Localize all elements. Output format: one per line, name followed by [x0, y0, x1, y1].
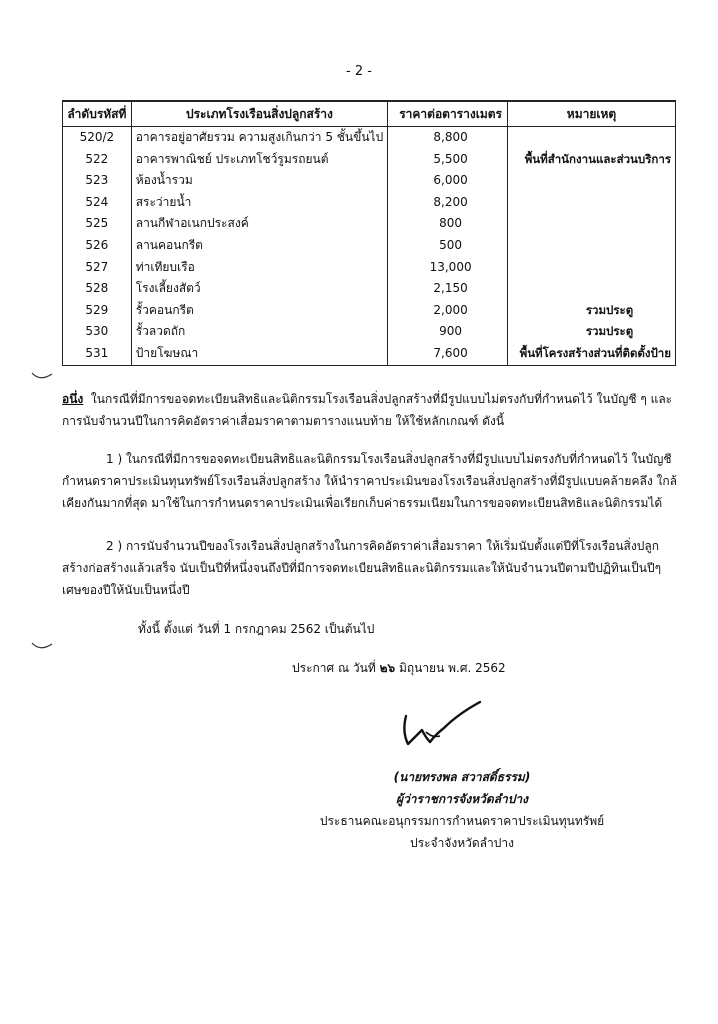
signer-name: (นายทรงพล สวาสดิ์ธรรม): [393, 770, 531, 784]
row-type: รั้วคอนกรีต: [131, 300, 387, 322]
row-price: 500: [388, 235, 508, 257]
row-code: 530: [63, 321, 132, 343]
table-row: [63, 278, 676, 300]
row-note: [508, 235, 676, 257]
row-note: รวมประตู: [508, 321, 676, 343]
row-note: พื้นที่สำนักงานและส่วนบริการ: [508, 149, 676, 171]
signer-role-1: ประธานคณะอนุกรรมการกำหนดราคาประเมินทุนทรัพย์: [319, 814, 605, 828]
row-code: 528: [63, 278, 132, 300]
table-row: [63, 149, 676, 171]
header-code: ลำดับรหัสที่: [63, 101, 132, 127]
table-header-row: [63, 101, 676, 127]
row-type: รั้วลวดถัก: [131, 321, 387, 343]
note-paragraph: [62, 388, 682, 432]
row-code: 526: [63, 235, 132, 257]
row-price: 7,600: [388, 343, 508, 365]
row-code: 520/2: [63, 127, 132, 149]
header-price: ราคาต่อตารางเมตร: [388, 101, 508, 127]
row-type: สระว่ายน้ำ: [131, 192, 387, 214]
signer-role-2: ประจำจังหวัดลำปาง: [410, 836, 514, 850]
announce-day: ๒๖: [379, 661, 396, 675]
rule-1-paragraph: 1 ) ในกรณีที่มีการขอจดทะเบียนสิทธิและนิติกรรมโรงเรือนสิ่งปลูกสร้างที่มีรูปแบบไม่ตรงกับที่กำหนดไว้ ในบัญชีกำหนดราคาประเมินทุนทรัพย์โรงเรือนสิ่งปลูกสร้าง ให้นำราคาประเมินของโรงเรือนสิ่งปลูกสร้างที่มีรูปแบบคล้ายคลึง ใกล้เคียงกันมากที่สุด มาใช้ในการกำหนดราคาประเมินเพื่อเรียกเก็บค่าธรรมเนียมในการขอจดทะเบียนสิทธิและนิติกรรมได้: [62, 452, 677, 510]
row-code: 524: [63, 192, 132, 214]
row-type: โรงเลี้ยงสัตว์: [131, 278, 387, 300]
row-note: พื้นที่โครงสร้างส่วนที่ติดตั้งป้าย: [508, 343, 676, 365]
row-code: 531: [63, 343, 132, 365]
row-price: 900: [388, 321, 508, 343]
announce-suffix: มิถุนายน พ.ศ. 2562: [398, 661, 506, 675]
row-code: 527: [63, 257, 132, 279]
scan-mark: [30, 370, 54, 384]
row-type: ห้องน้ำรวม: [131, 170, 387, 192]
row-code: 523: [63, 170, 132, 192]
row-note: [508, 278, 676, 300]
table-row: [63, 235, 676, 257]
signature-image: [388, 692, 498, 756]
signer-title: ผู้ว่าราชการจังหวัดลำปาง: [396, 792, 528, 806]
note-lead: อนึ่ง: [62, 392, 84, 406]
row-type: อาคารอยู่อาศัยรวม ความสูงเกินกว่า 5 ชั้นขึ้นไป: [131, 127, 387, 149]
row-type: อาคารพาณิชย์ ประเภทโชว์รูมรถยนต์: [131, 149, 387, 171]
row-note: [508, 170, 676, 192]
row-price: 2,150: [388, 278, 508, 300]
table-row: [63, 170, 676, 192]
row-price: 6,000: [388, 170, 508, 192]
row-type: ลานกีฬาอเนกประสงค์: [131, 213, 387, 235]
note-text: ในกรณีที่มีการขอจดทะเบียนสิทธิและนิติกรรมโรงเรือนสิ่งปลูกสร้างที่มีรูปแบบไม่ตรงกับที่กำหนดไว้ ในบัญชี ๆ และการนับจำนวนปีในการคิดอัตราค่าเสื่อมราคาตามตารางแนบท้าย ให้ใช้หลักเกณฑ์ ดังนี้: [62, 392, 673, 428]
announce-date: [292, 659, 506, 678]
row-price: 8,800: [388, 127, 508, 149]
table-row: [63, 321, 676, 343]
row-code: 522: [63, 149, 132, 171]
row-price: 13,000: [388, 257, 508, 279]
price-table: [62, 100, 676, 366]
signature-block: [252, 766, 672, 854]
row-price: 5,500: [388, 149, 508, 171]
row-note: [508, 213, 676, 235]
table-row: [63, 300, 676, 322]
row-code: 529: [63, 300, 132, 322]
row-note: [508, 127, 676, 149]
row-price: 800: [388, 213, 508, 235]
table-row: [63, 127, 676, 149]
row-type: ป้ายโฆษณา: [131, 343, 387, 365]
table-row: [63, 343, 676, 365]
row-note: รวมประตู: [508, 300, 676, 322]
row-code: 525: [63, 213, 132, 235]
header-note: หมายเหตุ: [508, 101, 676, 127]
row-type: ลานคอนกรีต: [131, 235, 387, 257]
row-note: [508, 192, 676, 214]
row-note: [508, 257, 676, 279]
row-price: 2,000: [388, 300, 508, 322]
announce-prefix: ประกาศ ณ วันที่: [292, 661, 376, 675]
table-row: [63, 213, 676, 235]
page-number: - 2 -: [346, 64, 372, 79]
scan-mark: [30, 640, 54, 654]
header-type: ประเภทโรงเรือนสิ่งปลูกสร้าง: [131, 101, 387, 127]
row-type: ท่าเทียบเรือ: [131, 257, 387, 279]
table-row: [63, 257, 676, 279]
rule-2-paragraph: 2 ) การนับจำนวนปีของโรงเรือนสิ่งปลูกสร้างในการคิดอัตราค่าเสื่อมราคา ให้เริ่มนับตั้งแต่ปีที่โรงเรือนสิ่งปลูกสร้างก่อสร้างแล้วเสร็จ นับเป็นปีที่หนึ่งจนถึงปีที่มีการจดทะเบียนสิทธิและนิติกรรมและให้นับจำนวนปีตามปีปฏิทินเป็นปีๆ เศษของปีให้นับเป็นหนึ่งปี: [62, 539, 662, 597]
table-row: [63, 192, 676, 214]
effective-date: ทั้งนี้ ตั้งแต่ วันที่ 1 กรกฎาคม 2562 เป็นต้นไป: [138, 622, 375, 636]
row-price: 8,200: [388, 192, 508, 214]
